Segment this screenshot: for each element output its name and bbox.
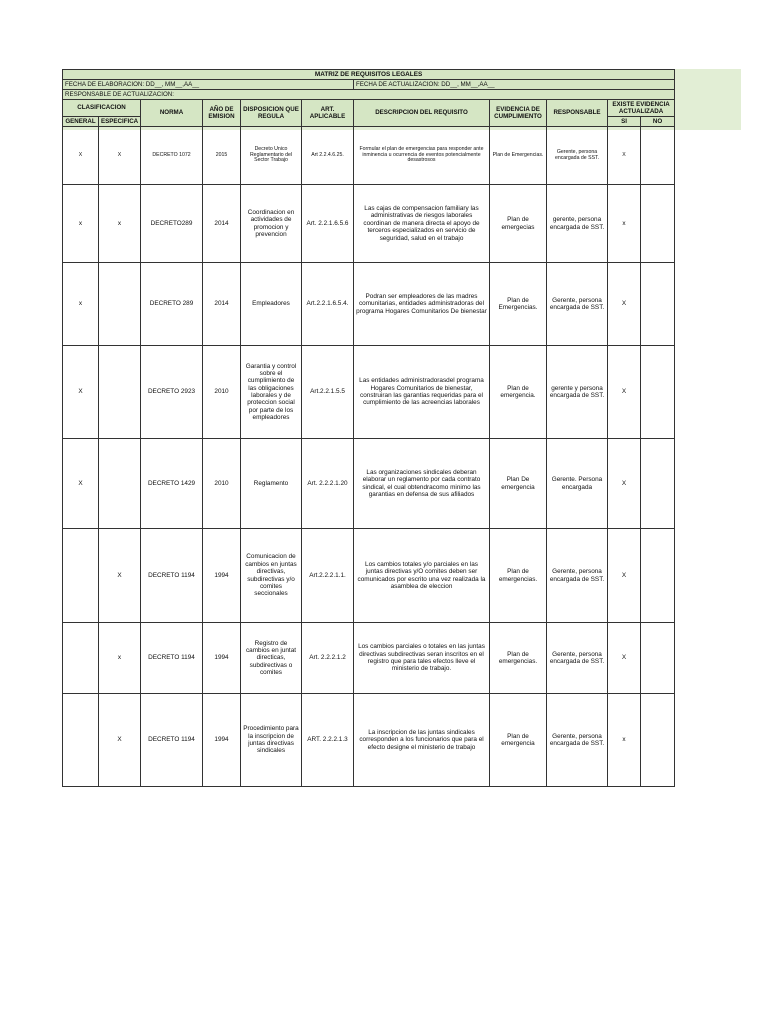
table-row bbox=[63, 694, 675, 787]
table-row bbox=[63, 439, 675, 529]
cell-evidencia: Plan de emergencia. bbox=[490, 346, 547, 439]
cell-general: x bbox=[63, 263, 99, 346]
table-row bbox=[63, 623, 675, 694]
cell-responsable: Gerente, persona encargada de SST. bbox=[547, 263, 608, 346]
cell-articulo: Art. 2.2.2.1.2 bbox=[302, 623, 354, 694]
cell-especifica: X bbox=[99, 529, 141, 623]
cell-responsable: Gerente, persona encargada de SST. bbox=[547, 529, 608, 623]
cell-descripcion: Las entidades administradorasdel programa Hogares Comunitarios de bienestar, construiran las garantias requeridas para el cumplimiento de las acreencias laborales bbox=[354, 346, 490, 439]
cell-no bbox=[641, 185, 675, 263]
cell-si: X bbox=[608, 439, 641, 529]
cell-articulo: Art.2.2.1.5.5 bbox=[302, 346, 354, 439]
cell-general: X bbox=[63, 439, 99, 529]
cell-especifica: X bbox=[99, 694, 141, 787]
cell-norma: DECRETO289 bbox=[141, 185, 203, 263]
table-row bbox=[63, 529, 675, 623]
cell-no bbox=[641, 263, 675, 346]
fecha-actualizacion: FECHA DE ACTUALIZACION: DD__, MM__,AA__ bbox=[354, 80, 675, 90]
cell-responsable: Gerente, persona encargada de SST. bbox=[547, 127, 608, 185]
cell-si: x bbox=[608, 185, 641, 263]
cell-disposicion: Procedimiento para la inscripcion de juntas directivas sindicales bbox=[241, 694, 302, 787]
col-disposicion: DISPOSICION QUE REGULA bbox=[241, 100, 302, 127]
cell-evidencia: Plan de Emergencias. bbox=[490, 263, 547, 346]
cell-disposicion: Registro de cambios en juntat directicas, subdirectivas o comites bbox=[241, 623, 302, 694]
table-row bbox=[63, 127, 675, 185]
col-especifica: ESPECIFICA bbox=[99, 117, 141, 127]
cell-disposicion: Reglamento bbox=[241, 439, 302, 529]
cell-si: X bbox=[608, 623, 641, 694]
cell-norma: DECRETO 1429 bbox=[141, 439, 203, 529]
cell-especifica bbox=[99, 346, 141, 439]
cell-descripcion: Las cajas de compensacion familiary las administrativas de riesgos laborales coordinan de manera directa el apoyo de terceros especializados en servicio de seguridad, salud en el trabajo bbox=[354, 185, 490, 263]
cell-articulo: ART. 2.2.2.1.3 bbox=[302, 694, 354, 787]
cell-responsable: gerente, persona encargada de SST. bbox=[547, 185, 608, 263]
table-row bbox=[63, 263, 675, 346]
cell-descripcion: Podran ser empleadores de las madres comunitarias, entidades administradoras del programa Hogares Comunitarios De bienestar bbox=[354, 263, 490, 346]
cell-evidencia: Plan de emergencia bbox=[490, 694, 547, 787]
cell-anio: 2014 bbox=[203, 263, 241, 346]
cell-descripcion: La inscripcion de las juntas sindicales corresponden a los funcionarios que para el efecto designe el ministerio de trabajo bbox=[354, 694, 490, 787]
cell-norma: DECRETO 1072 bbox=[141, 127, 203, 185]
col-existe-evidencia: EXISTE EVIDENCIA ACTUALIZADA bbox=[608, 100, 675, 117]
cell-evidencia: Plan De emergencia bbox=[490, 439, 547, 529]
cell-si: x bbox=[608, 694, 641, 787]
cell-no bbox=[641, 623, 675, 694]
cell-especifica: X bbox=[99, 127, 141, 185]
cell-responsable: gerente y persona encargada de SST. bbox=[547, 346, 608, 439]
matrix-title: MATRIZ DE REQUISITOS LEGALES bbox=[63, 70, 675, 80]
col-descripcion: DESCRIPCION DEL REQUISITO bbox=[354, 100, 490, 127]
cell-norma: DECRETO 1194 bbox=[141, 694, 203, 787]
cell-norma: DECRETO 2923 bbox=[141, 346, 203, 439]
cell-general: x bbox=[63, 185, 99, 263]
cell-no bbox=[641, 694, 675, 787]
cell-disposicion: Garantia y control sobre el cumplimiento de las obligaciones laborales y de proteccion social por parte de los empleadores bbox=[241, 346, 302, 439]
cell-articulo: Art.2.2.2.1.1. bbox=[302, 529, 354, 623]
table-row bbox=[63, 346, 675, 439]
cell-si: X bbox=[608, 346, 641, 439]
cell-anio: 1994 bbox=[203, 623, 241, 694]
cell-especifica: x bbox=[99, 185, 141, 263]
legal-requirements-matrix bbox=[62, 69, 675, 787]
cell-descripcion: Los cambios parciales o totales en las juntas directivas subdirectivas seran inscritos en el registro que para tales efectos lleve el ministerio de trabajo. bbox=[354, 623, 490, 694]
cell-articulo: Art.2.2.1.6.5.4. bbox=[302, 263, 354, 346]
cell-disposicion: Comunicacion de cambios en juntas directivas, subdirectivas y/o comites seccionales bbox=[241, 529, 302, 623]
cell-evidencia: Plan de Emergencias. bbox=[490, 127, 547, 185]
table-row bbox=[63, 185, 675, 263]
cell-si: X bbox=[608, 529, 641, 623]
cell-articulo: Art 2.2.4.6.25. bbox=[302, 127, 354, 185]
cell-anio: 1994 bbox=[203, 694, 241, 787]
col-no: NO bbox=[641, 117, 675, 127]
cell-no bbox=[641, 127, 675, 185]
col-evidencia: EVIDENCIA DE CUMPLIMIENTO bbox=[490, 100, 547, 127]
col-clasificacion: CLASIFICACION bbox=[63, 100, 141, 117]
cell-responsable: Gerente. Persona encargada bbox=[547, 439, 608, 529]
cell-responsable: Gerente, persona encargada de SST. bbox=[547, 694, 608, 787]
col-anio: AÑO DE EMISION bbox=[203, 100, 241, 127]
cell-anio: 2015 bbox=[203, 127, 241, 185]
col-general: GENERAL bbox=[63, 117, 99, 127]
cell-evidencia: Plan de emergencias. bbox=[490, 623, 547, 694]
cell-evidencia: Plan de emergencias. bbox=[490, 529, 547, 623]
cell-especifica bbox=[99, 439, 141, 529]
cell-disposicion: Coordinacion en actividades de promocion y prevencion bbox=[241, 185, 302, 263]
cell-anio: 1994 bbox=[203, 529, 241, 623]
responsable-actualizacion: RESPONSABLE DE ACTUALIZACION: bbox=[63, 90, 675, 100]
cell-responsable: Gerente, persona encargada de SST. bbox=[547, 623, 608, 694]
cell-norma: DECRETO 289 bbox=[141, 263, 203, 346]
cell-disposicion: Decreto Unico Reglamentario del Sector Trabajo bbox=[241, 127, 302, 185]
cell-norma: DECRETO 1194 bbox=[141, 529, 203, 623]
fecha-elaboracion: FECHA DE ELABORACION: DD__, MM__,AA__ bbox=[63, 80, 354, 90]
cell-descripcion: Formular el plan de emergencias para responder ante inminencia u ocurrencia de eventos potencialmente desastrosos bbox=[354, 127, 490, 185]
col-responsable: RESPONSABLE bbox=[547, 100, 608, 127]
cell-si: X bbox=[608, 127, 641, 185]
cell-evidencia: Plan de emergecias bbox=[490, 185, 547, 263]
cell-descripcion: Los cambios totales y/o parciales en las juntas directivas y/O comites deben ser comunicados por escrito una vez realizada la asamblea de eleccion bbox=[354, 529, 490, 623]
cell-anio: 2010 bbox=[203, 346, 241, 439]
cell-articulo: Art. 2.2.1.6.5.6 bbox=[302, 185, 354, 263]
cell-especifica: x bbox=[99, 623, 141, 694]
cell-norma: DECRETO 1194 bbox=[141, 623, 203, 694]
col-articulo: ART. APLICABLE bbox=[302, 100, 354, 127]
cell-general: X bbox=[63, 346, 99, 439]
cell-general bbox=[63, 623, 99, 694]
cell-disposicion: Empleadores bbox=[241, 263, 302, 346]
cell-anio: 2014 bbox=[203, 185, 241, 263]
cell-no bbox=[641, 529, 675, 623]
cell-general bbox=[63, 529, 99, 623]
cell-general bbox=[63, 694, 99, 787]
cell-articulo: Art. 2.2.2.1.20 bbox=[302, 439, 354, 529]
cell-si: X bbox=[608, 263, 641, 346]
cell-no bbox=[641, 346, 675, 439]
cell-especifica bbox=[99, 263, 141, 346]
cell-no bbox=[641, 439, 675, 529]
cell-descripcion: Las organizaciones sindicales deberan elaborar un reglamento por cada contrato sindical, el cual obtendracomo minimo las garantias en defensa de sus afiliados bbox=[354, 439, 490, 529]
cell-anio: 2010 bbox=[203, 439, 241, 529]
cell-general: X bbox=[63, 127, 99, 185]
col-si: SI bbox=[608, 117, 641, 127]
col-norma: NORMA bbox=[141, 100, 203, 127]
